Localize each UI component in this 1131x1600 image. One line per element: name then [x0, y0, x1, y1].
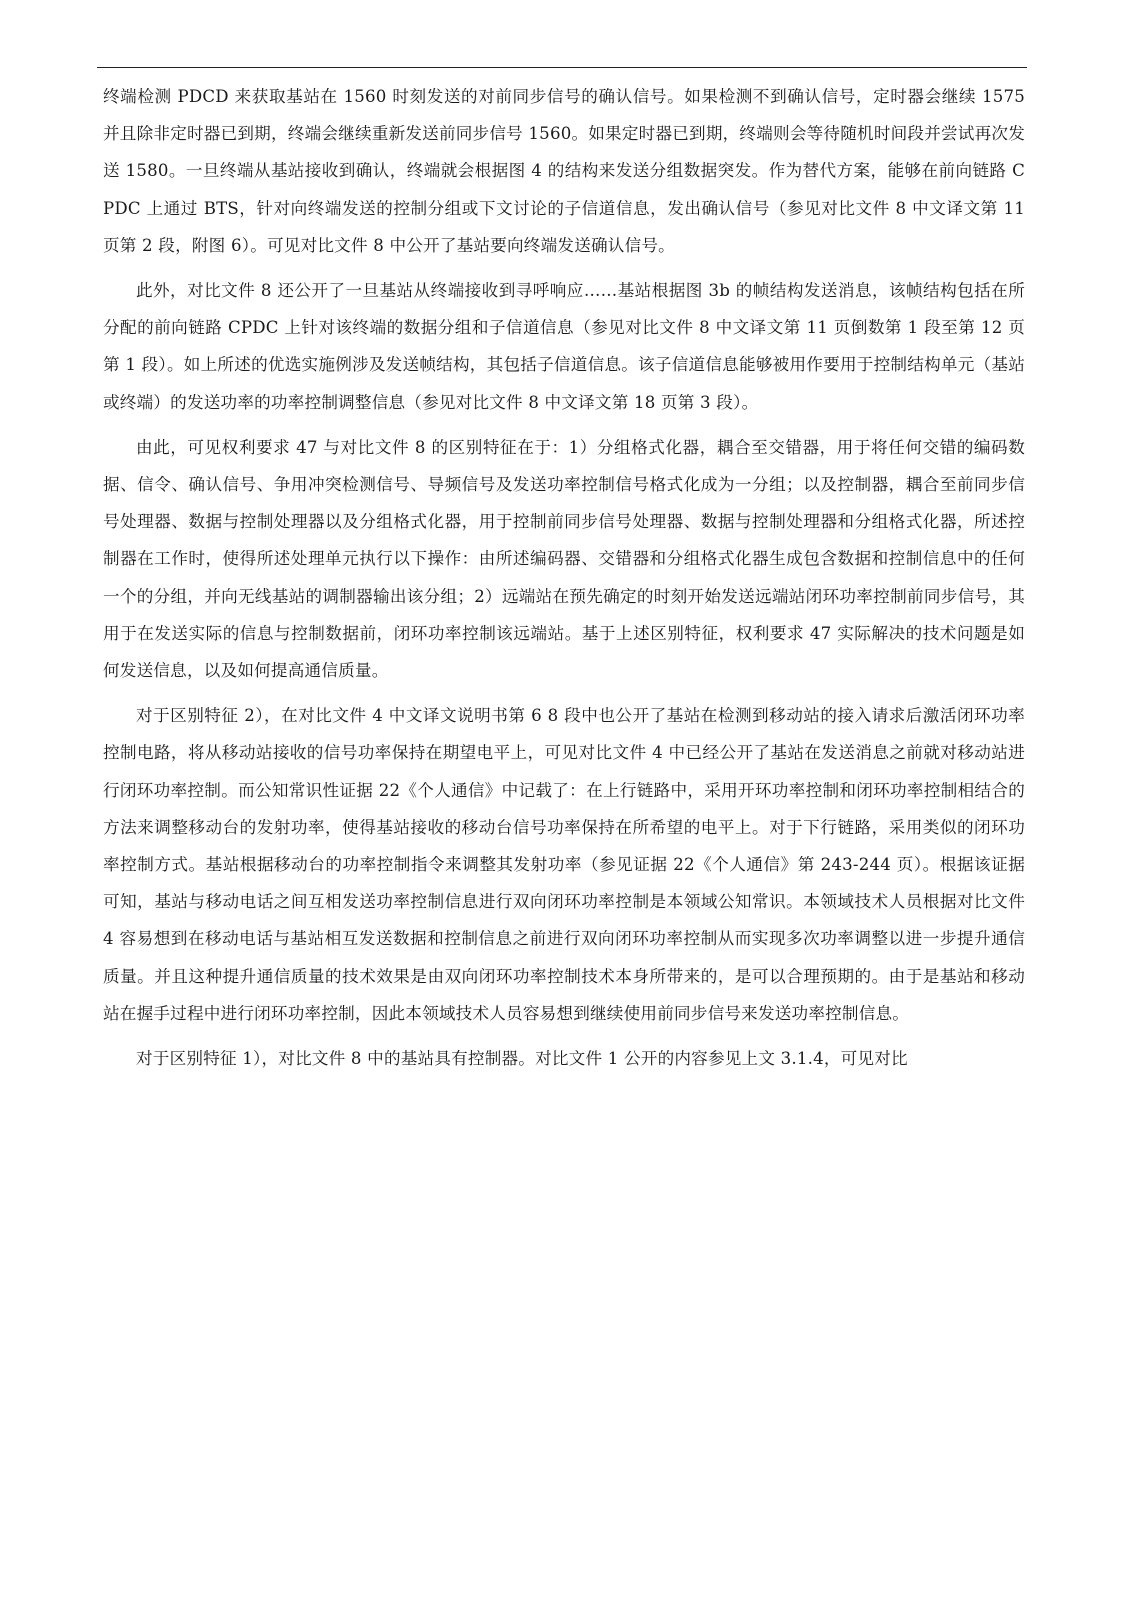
paragraph-4: 对于区别特征 2），在对比文件 4 中文译文说明书第 6 8 段中也公开了基站在检测到移动站的接入请求后激活闭环功率控制电路，将从移动站接收的信号功率保持在期望电平上，可见对比文件 4 中已经公开了基站在发送消息之前就对移动站进行闭环功率控制。而公知常识性证据 22《个人通信》中记载了：在上行链路中，采用开环功率控制和闭环功率控制相结合的方法来调整移动台的发射功率，使得基站接收的移动台信号功率保持在所希望的电平上。对于下行链路，采用类似的闭环功率控制方式。基站根据移动台的功率控制指令来调整其发射功率（参见证据 22《个人通信》第 243-244 页）。根据该证据可知，基站与移动电话之间互相发送功率控制信息进行双向闭环功率控制是本领域公知常识。本领域技术人员根据对比文件 4 容易想到在移动电话与基站相互发送数据和控制信息之前进行双向闭环功率控制从而实现多次功率调整以进一步提升通信质量。并且这种提升通信质量的技术效果是由双向闭环功率控制技术本身所带来的，是可以合理预期的。由于是基站和移动站在握手过程中进行闭环功率控制，因此本领域技术人员容易想到继续使用前同步信号来发送功率控制信息。: [103, 706, 1025, 1023]
header-rule: [97, 67, 1027, 68]
paragraph-5: 对于区别特征 1），对比文件 8 中的基站具有控制器。对比文件 1 公开的内容参见上文 3.1.4，可见对比: [136, 1049, 908, 1069]
document-body: [103, 78, 1025, 1085]
paragraph-3: 由此，可见权利要求 47 与对比文件 8 的区别特征在于：1）分组格式化器，耦合至交错器，用于将任何交错的编码数据、信令、确认信号、争用冲突检测信号、导频信号及发送功率控制信号格式化成为一分组；以及控制器，耦合至前同步信号处理器、数据与控制处理器以及分组格式化器，用于控制前同步信号处理器、数据与控制处理器和分组格式化器，所述控制器在工作时，使得所述处理单元执行以下操作：由所述编码器、交错器和分组格式化器生成包含数据和控制信息中的任何一个的分组，并向无线基站的调制器输出该分组；2）远端站在预先确定的时刻开始发送远端站闭环功率控制前同步信号，其用于在发送实际的信息与控制数据前，闭环功率控制该远端站。基于上述区别特征，权利要求 47 实际解决的技术问题是如何发送信息，以及如何提高通信质量。: [103, 437, 1025, 681]
paragraph-2: 此外，对比文件 8 还公开了一旦基站从终端接收到寻呼响应……基站根据图 3b 的帧结构发送消息，该帧结构包括在所分配的前向链路 CPDC 上针对该终端的数据分组和子信道信息（参见对比文件 8 中文译文第 11 页倒数第 1 段至第 12 页第 1 段）。如上所述的优选实施例涉及发送帧结构，其包括子信道信息。该子信道信息能够被用作要用于控制结构单元（基站或终端）的发送功率的功率控制调整信息（参见对比文件 8 中文译文第 18 页第 3 段）。: [103, 281, 1025, 412]
paragraph-1: 终端检测 PDCD 来获取基站在 1560 时刻发送的对前同步信号的确认信号。如果检测不到确认信号，定时器会继续 1575 并且除非定时器已到期，终端会继续重新发送前同步信号 1560。如果定时器已到期，终端则会等待随机时间段并尝试再次发送 1580。一旦终端从基站接收到确认，终端就会根据图 4 的结构来发送分组数据突发。作为替代方案，能够在前向链路 CPDC 上通过 BTS，针对向终端发送的控制分组或下文讨论的子信道信息，发出确认信号（参见对比文件 8 中文译文第 11 页第 2 段，附图 6）。可见对比文件 8 中公开了基站要向终端发送确认信号。: [103, 87, 1025, 255]
